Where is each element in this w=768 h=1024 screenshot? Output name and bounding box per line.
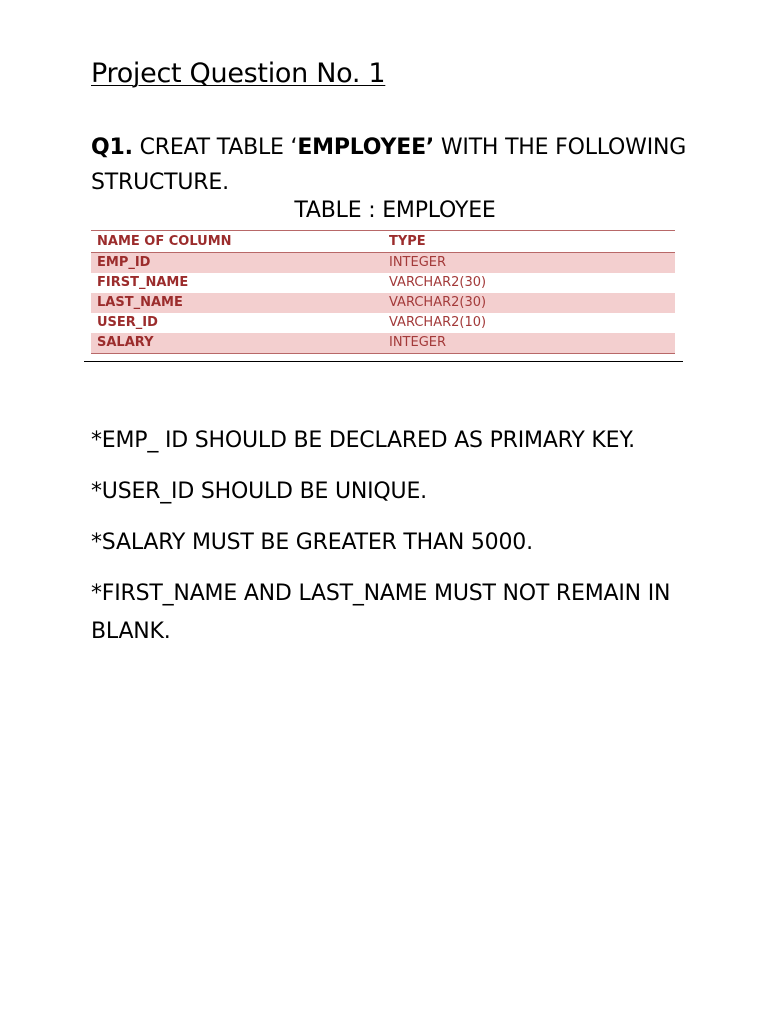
header-type: TYPE [383, 231, 675, 253]
column-name-cell: USER_ID [91, 313, 383, 333]
question-text-after: WITH THE FOLLOWING STRUCTURE. [91, 135, 687, 195]
note-primary-key: *EMP_ ID SHOULD BE DECLARED AS PRIMARY KEY. [91, 428, 635, 453]
header-name-of-column: NAME OF COLUMN [91, 231, 383, 253]
column-type-cell: VARCHAR2(30) [383, 273, 675, 293]
note-unique: *USER_ID SHOULD BE UNIQUE. [91, 479, 427, 504]
constraint-notes [91, 422, 731, 664]
column-name-cell: SALARY [91, 333, 383, 354]
column-name-cell: LAST_NAME [91, 293, 383, 313]
table-caption: TABLE : EMPLOYEE [294, 198, 496, 223]
question-table-name: EMPLOYEE’ [297, 135, 435, 160]
column-type-cell: VARCHAR2(10) [383, 313, 675, 333]
table-row [91, 253, 675, 274]
table-row [91, 293, 675, 313]
note-salary: *SALARY MUST BE GREATER THAN 5000. [91, 530, 533, 555]
employee-structure-table [91, 230, 675, 354]
table-header-row [91, 231, 675, 253]
column-name-cell: EMP_ID [91, 253, 383, 274]
page-title: Project Question No. 1 [91, 58, 386, 89]
table-row [91, 313, 675, 333]
table-bottom-rule [84, 361, 683, 362]
question-text [91, 130, 691, 200]
column-name-cell: FIRST_NAME [91, 273, 383, 293]
note-not-blank: *FIRST_NAME AND LAST_NAME MUST NOT REMAIN IN BLANK. [91, 581, 671, 644]
column-type-cell: VARCHAR2(30) [383, 293, 675, 313]
table-row [91, 333, 675, 354]
column-type-cell: INTEGER [383, 253, 675, 274]
table-row [91, 273, 675, 293]
column-type-cell: INTEGER [383, 333, 675, 354]
question-number: Q1. [91, 135, 133, 160]
question-text-before: CREAT TABLE ‘ [132, 135, 298, 160]
